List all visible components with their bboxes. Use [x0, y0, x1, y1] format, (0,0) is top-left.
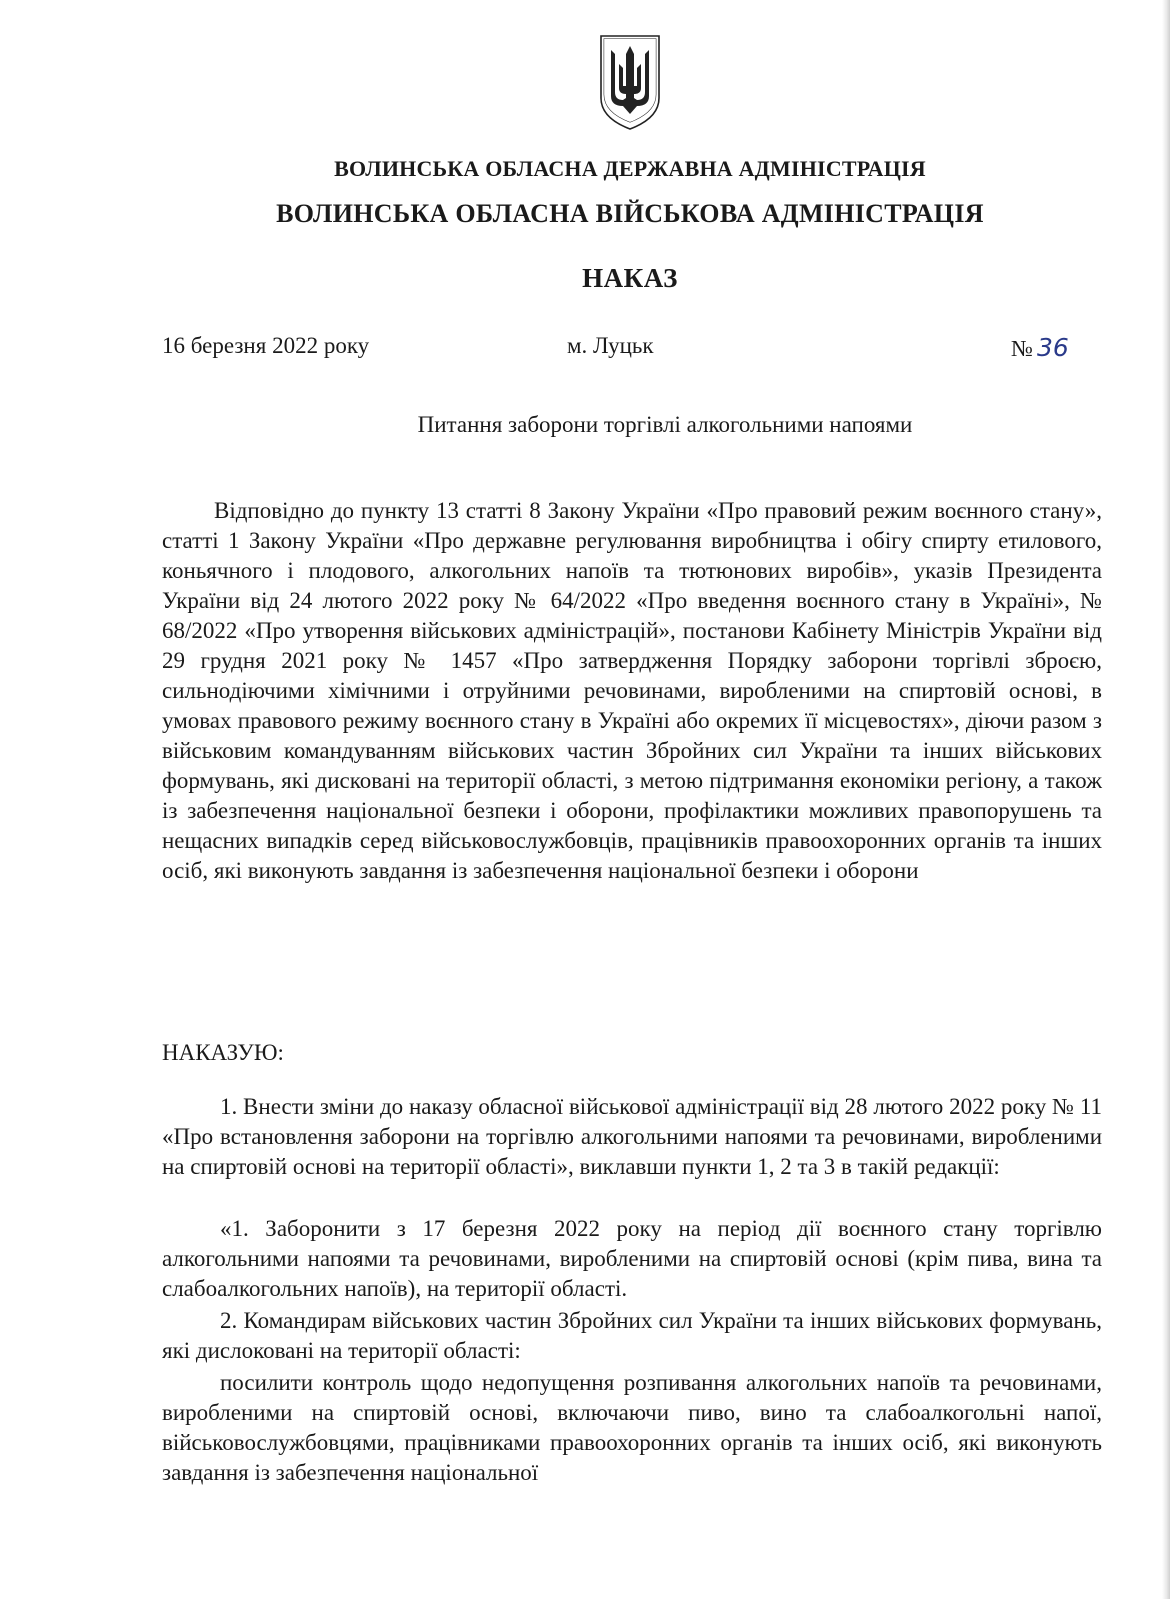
document-number-prefix: №: [1011, 336, 1033, 361]
document-type-title: НАКАЗ: [582, 263, 678, 293]
document-number-handwritten: 36: [1036, 333, 1069, 362]
order-item-1-quote: «1. Заборонити з 17 березня 2022 року на період дії воєнного стану торгівлю алкогольними напоями та речовинами, виробленими на спиртовій основі (крім пива, вина та слабоалкогольних напоїв), на території області.: [162, 1216, 1102, 1301]
coat-of-arms-icon: [595, 32, 665, 132]
order-item-2-detail: посилити контроль щодо недопущення розпивання алкогольних напоїв та речовинами, виробленими на спиртовій основі, включаючи пиво, вино та слабоалкогольні напої, військовослужбовцями, працівниками правоохоронних органів та інших осіб, які виконують завдання із забезпечення національної: [162, 1370, 1102, 1485]
preamble-paragraph: Відповідно до пункту 13 статті 8 Закону України «Про правовий режим воєнного стану», статті 1 Закону України «Про державне регулювання виробництва і обігу спирту етилового, коньячного і плодового, алкогольних напоїв та тютюнових виробів», указів Президента України від 24 лютого 2022 року № 64/2022 «Про введення воєнного стану в Україні», № 68/2022 «Про утворення військових адміністрацій», постанови Кабінету Міністрів України від 29 грудня 2021 року № 1457 «Про затвердження Порядку заборони торгівлі зброєю, сильнодіючими хімічними і отруйними речовинами, виробленими на спиртовій основі, в умовах правового режиму воєнного стану в Україні або окремих її місцевостях», діючи разом з військовим командуванням військових частин Збройних сил України та інших військових формувань, які дисковані на території області, з метою підтримання економіки регіону, а також із забезпечення національної безпеки і оборони, профілактики можливих правопорушень та нещасних випадків серед військовослужбовців, працівників правоохоронних органів та інших осіб, які виконують завдання із забезпечення національної безпеки і оборони: [162, 498, 1102, 883]
order-item-2: 2. Командирам військових частин Збройних сил України та інших військових формувань, які дислоковані на території області:: [162, 1308, 1102, 1363]
document-date: 16 березня 2022 року: [162, 333, 370, 358]
page-edge-shadow: [1162, 0, 1170, 1599]
document-city: м. Луцьк: [567, 333, 654, 358]
document-subject: Питання заборони торгівлі алкогольними напоями: [417, 412, 913, 437]
document-number: [1011, 333, 1069, 362]
header-regional-state-administration: ВОЛИНСЬКА ОБЛАСНА ДЕРЖАВНА АДМІНІСТРАЦІЯ: [334, 156, 926, 181]
order-item-1: 1. Внести зміни до наказу обласної військової адміністрації від 28 лютого 2022 року № 11 «Про встановлення заборони на торгівлю алкогольними напоями та речовинами, виробленими на спиртовій основі на території області», виклавши пункти 1, 2 та 3 в такій редакції:: [162, 1094, 1102, 1179]
order-heading: НАКАЗУЮ:: [162, 1040, 284, 1065]
header-regional-military-administration: ВОЛИНСЬКА ОБЛАСНА ВІЙСЬКОВА АДМІНІСТРАЦІЯ: [276, 199, 984, 228]
